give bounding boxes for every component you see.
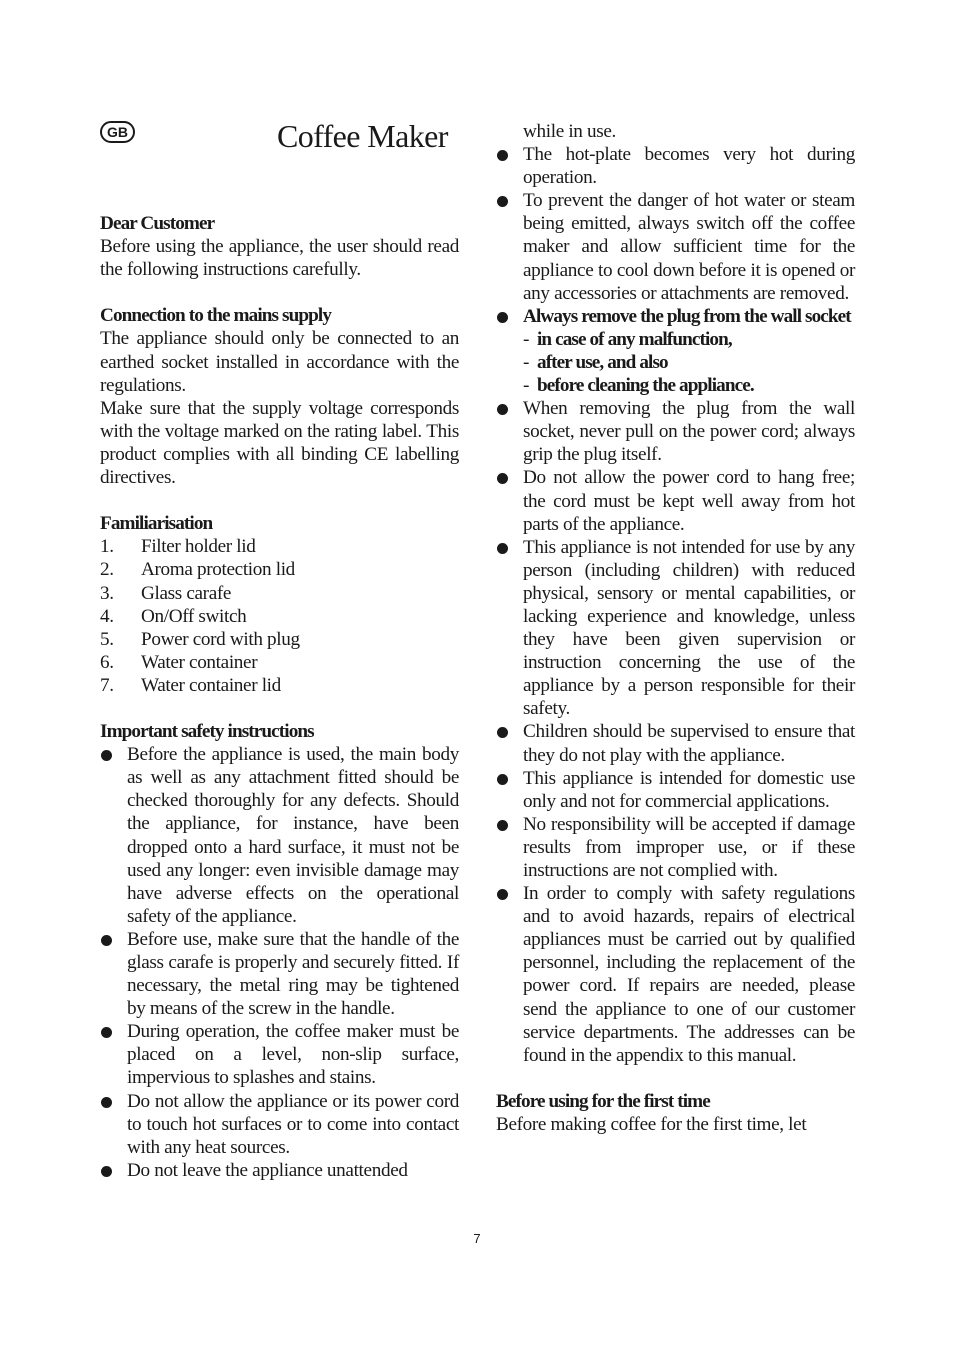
list-item: 1. Filter holder lid (100, 536, 256, 558)
bullet-icon (497, 820, 508, 831)
continuation-text: while in use. (523, 121, 616, 142)
list-item: 7. Water container lid (100, 674, 281, 696)
list-item: Before use, make sure that the handle of the glass carafe is properly and securely fitted. If necessary, the metal ring may be tightened by means of the screw in the handle. (100, 928, 459, 1020)
dear-customer-text: Before using the appliance, the user should read the following instructions carefully. (100, 236, 459, 281)
first-time-heading: Before using for the first time (496, 1090, 710, 1112)
bullet-icon (101, 1166, 112, 1177)
left-column (100, 212, 459, 1182)
list-item: 4. On/Off switch (100, 605, 247, 627)
list-item: To prevent the danger of hot water or steam being emitted, always switch off the coffee maker and allow sufficient time for the appliance to cool down before it is opened or any accessories or attachments are removed. (496, 189, 855, 304)
list-item (496, 305, 855, 397)
list-item: - before cleaning the appliance. (523, 375, 754, 397)
bullet-icon (497, 727, 508, 738)
list-item: In order to comply with safety regulations and to avoid hazards, repairs of electrical appliances must be carried out by qualified personnel, including the replacement of the power cord. If repairs are needed, please send the appliance to one of our customer service departments. The addresses can be found in the appendix to this manual. (496, 882, 855, 1067)
list-item: Do not allow the power cord to hang free; the cord must be kept well away from hot parts of the appliance. (496, 466, 855, 535)
bullet-icon (497, 196, 508, 207)
bullet-icon (497, 543, 508, 554)
bullet-icon (497, 312, 508, 323)
mains-paragraph-1: The appliance should only be connected to an earthed socket installed in accordance with the regulations. (100, 328, 459, 396)
list-item: 2. Aroma protection lid (100, 559, 295, 581)
list-item: The hot-plate becomes very hot during operation. (496, 143, 855, 189)
list-item: This appliance is intended for domestic use only and not for commercial applications. (496, 767, 855, 813)
bullet-icon (101, 1097, 112, 1108)
list-item: During operation, the coffee maker must be placed on a level, non-slip surface, impervious to splashes and stains. (100, 1020, 459, 1089)
list-item: 6. Water container (100, 651, 258, 673)
list-item: Before the appliance is used, the main body as well as any attachment fitted should be checked thoroughly for any defects. Should the appliance, for instance, have been dropped onto a hard surface, it must not be used any longer: even invisible damage may have adverse effects on the operational safety of the appliance. (100, 743, 459, 928)
language-badge: GB (100, 121, 135, 143)
bullet-icon (101, 750, 112, 761)
safety-list-left (100, 743, 459, 1182)
bullet-icon (101, 935, 112, 946)
safety-list-right (496, 143, 855, 1067)
familiarisation-heading: Familiarisation (100, 513, 213, 535)
list-item: - in case of any malfunction, (523, 328, 732, 350)
list-item: Children should be supervised to ensure that they do not play with the appliance. (496, 720, 855, 766)
safety-heading: Important safety instructions (100, 721, 314, 743)
right-column (496, 120, 855, 1136)
bullet-icon (497, 404, 508, 415)
bullet-icon (497, 150, 508, 161)
bullet-icon (497, 774, 508, 785)
list-item: Do not leave the appliance unattended (100, 1159, 459, 1182)
bullet-icon (101, 1027, 112, 1038)
dear-customer-heading: Dear Customer (100, 213, 215, 234)
page-title: Coffee Maker (277, 118, 448, 154)
page-number: 7 (473, 1231, 481, 1246)
list-item: 3. Glass carafe (100, 582, 232, 604)
list-item: No responsibility will be accepted if damage results from improper use, or if these instructions are not complied with. (496, 813, 855, 882)
plug-sub-list (523, 328, 855, 397)
first-time-text: Before making coffee for the first time, let (496, 1114, 807, 1136)
list-item: When removing the plug from the wall socket, never pull on the power cord; always grip the plug itself. (496, 397, 855, 466)
bullet-icon (497, 473, 508, 484)
bullet-icon (497, 889, 508, 900)
plug-warning: Always remove the plug from the wall socket (523, 305, 851, 327)
list-item: Do not allow the appliance or its power cord to touch hot surfaces or to come into contact with any heat sources. (100, 1090, 459, 1159)
list-item: This appliance is not intended for use by any person (including children) with reduced physical, sensory or mental capabilities, or lacking experience and knowledge, unless they have been given supervision or instruction concerning the use of the appliance by a person responsible for their safety. (496, 536, 855, 721)
list-item: 5. Power cord with plug (100, 628, 300, 650)
list-item: - after use, and also (523, 351, 668, 373)
mains-paragraph-2: Make sure that the supply voltage corresponds with the voltage marked on the rating label. This product complies with all binding CE labelling directives. (100, 397, 459, 489)
mains-heading: Connection to the mains supply (100, 305, 332, 327)
parts-list (100, 535, 459, 697)
